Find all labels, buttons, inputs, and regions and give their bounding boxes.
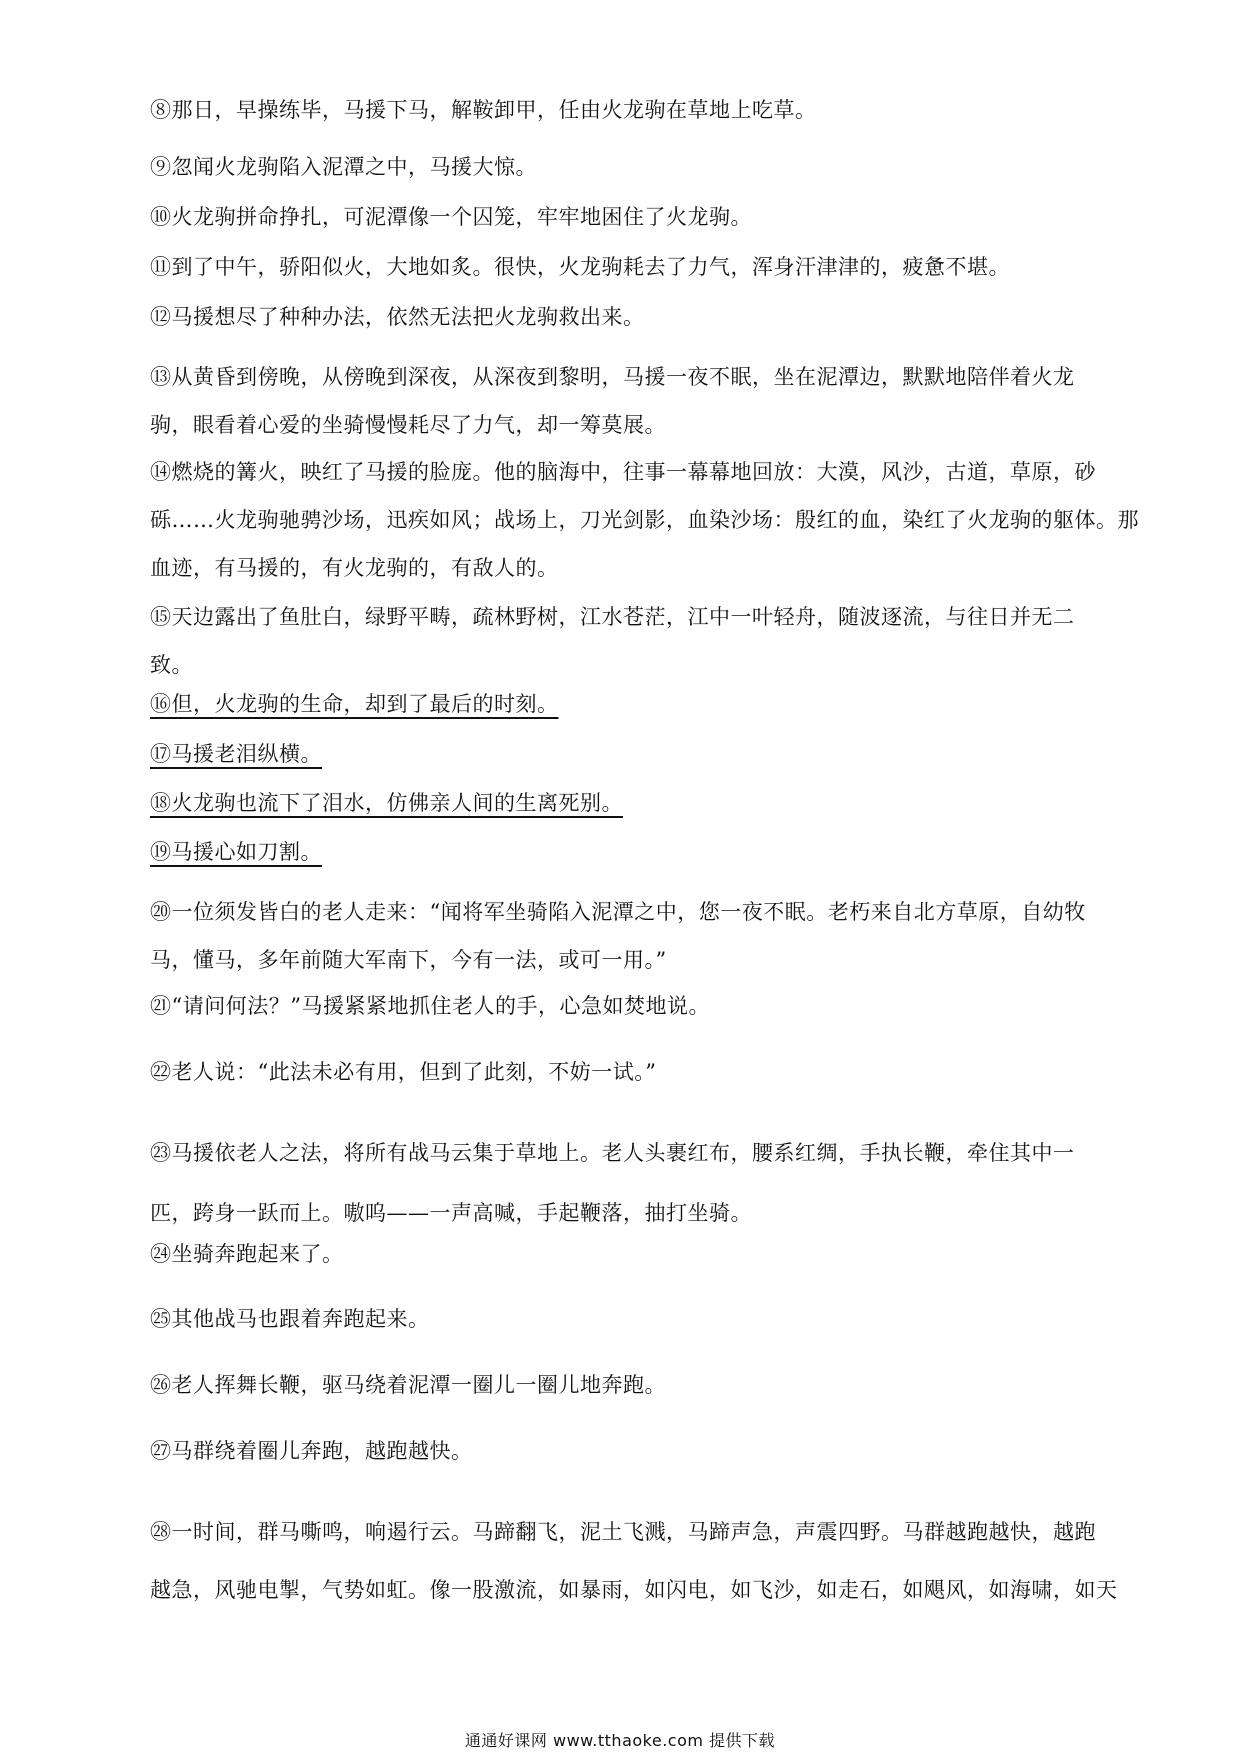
- paragraph-28: [150, 1503, 1130, 1619]
- paragraph-line: ㉒老人说：“此法未必有用，但到了此刻，不妨一试。”: [150, 1060, 657, 1084]
- paragraph-line: ⑭燃烧的篝火，映红了马援的脸庞。他的脑海中，往事一幕幕地回放：大漠，风沙，古道，草原，砂: [150, 460, 1096, 484]
- paragraph-21: [150, 992, 1130, 1020]
- paragraph-20: [150, 888, 1130, 984]
- paragraph-26: [150, 1371, 1130, 1399]
- paragraph-line: ⑳一位须发皆白的老人走来：“闻将军坐骑陷入泥潭之中，您一夜不眠。老朽来自北方草原，自幼牧: [150, 900, 1086, 924]
- paragraph-line: 致。: [150, 653, 193, 677]
- paragraph-8: [150, 96, 1130, 124]
- paragraph-24: [150, 1240, 1130, 1268]
- paragraph-13: [150, 353, 1130, 449]
- paragraph-line: 马，懂马，多年前随大军南下，今有一法，或可一用。”: [150, 948, 667, 972]
- paragraph-line: ㉕其他战马也跟着奔跑起来。: [150, 1307, 430, 1331]
- paragraph-line: ⑩火龙驹拼命挣扎，可泥潭像一个囚笼，牢牢地困住了火龙驹。: [150, 205, 752, 229]
- paragraph-line: ㉑“请问何法？”马援紧紧地抓住老人的手，心急如焚地说。: [150, 994, 710, 1018]
- paragraph-10: [150, 203, 1130, 231]
- underlined-sentence: ⑯但，火龙驹的生命，却到了最后的时刻。: [150, 692, 559, 716]
- paragraph-line: ⑨忽闻火龙驹陷入泥潭之中，马援大惊。: [150, 155, 537, 179]
- paragraph-11: [150, 253, 1130, 281]
- paragraph-25: [150, 1305, 1130, 1333]
- page-footer: 通通好课网 www.tthaoke.com 提供下载: [464, 1731, 776, 1750]
- underlined-sentence: ⑱火龙驹也流下了泪水，仿佛亲人间的生离死别。: [150, 791, 623, 815]
- underlined-sentence: ⑰马援老泪纵横。: [150, 742, 322, 766]
- paragraph-line: 砾……火龙驹驰骋沙场，迅疾如风；战场上，刀光剑影，血染沙场：殷红的血，染红了火龙驹的躯体。那: [150, 508, 1139, 532]
- paragraph-line: ㉘一时间，群马嘶鸣，响遏行云。马蹄翻飞，泥土飞溅，马蹄声急，声震四野。马群越跑越快，越跑: [150, 1520, 1096, 1544]
- paragraph-line: ⑬从黄昏到傍晚，从傍晚到深夜，从深夜到黎明，马援一夜不眠，坐在泥潭边，默默地陪伴着火龙: [150, 365, 1075, 389]
- paragraph-line: ⑪到了中午，骄阳似火，大地如炙。很快，火龙驹耗去了力气，浑身汗津津的，疲惫不堪。: [150, 255, 1010, 279]
- paragraph-line: 驹，眼看着心爱的坐骑慢慢耗尽了力气，却一筹莫展。: [150, 413, 666, 437]
- paragraph-line: ⑮天边露出了鱼肚白，绿野平畴，疏林野树，江水苍茫，江中一叶轻舟，随波逐流，与往日并无二: [150, 605, 1075, 629]
- paragraph-line: ㉖老人挥舞长鞭，驱马绕着泥潭一圈儿一圈儿地奔跑。: [150, 1373, 666, 1397]
- paragraph-15: [150, 593, 1130, 689]
- paragraph-17: [150, 740, 1130, 768]
- underlined-sentence: ⑲马援心如刀割。: [150, 840, 322, 864]
- paragraph-line: 匹，跨身一跃而上。嗷呜——一声高喊，手起鞭落，抽打坐骑。: [150, 1201, 752, 1225]
- paragraph-12: [150, 303, 1130, 331]
- paragraph-23: [150, 1123, 1130, 1243]
- paragraph-line: ㉓马援依老人之法，将所有战马云集于草地上。老人头裹红布，腰系红绸，手执长鞭，牵住其中一: [150, 1141, 1075, 1165]
- paragraph-line: ⑧那日，早操练毕，马援下马，解鞍卸甲，任由火龙驹在草地上吃草。: [150, 98, 817, 122]
- paragraph-18: [150, 789, 1130, 817]
- paragraph-14: [150, 448, 1139, 592]
- paragraph-16: [150, 690, 1130, 718]
- paragraph-line: ㉔坐骑奔跑起来了。: [150, 1242, 344, 1266]
- paragraph-line: 血迹，有马援的，有火龙驹的，有敌人的。: [150, 556, 559, 580]
- paragraph-line: ⑫马援想尽了种种办法，依然无法把火龙驹救出来。: [150, 305, 645, 329]
- paragraph-line: 越急，风驰电掣，气势如虹。像一股激流，如暴雨，如闪电，如飞沙，如走石，如飓风，如海啸，如天: [150, 1578, 1118, 1602]
- paragraph-22: [150, 1058, 1130, 1086]
- paragraph-27: [150, 1437, 1130, 1465]
- paragraph-line: ㉗马群绕着圈儿奔跑，越跑越快。: [150, 1439, 473, 1463]
- paragraph-19: [150, 838, 1130, 866]
- paragraph-9: [150, 153, 1130, 181]
